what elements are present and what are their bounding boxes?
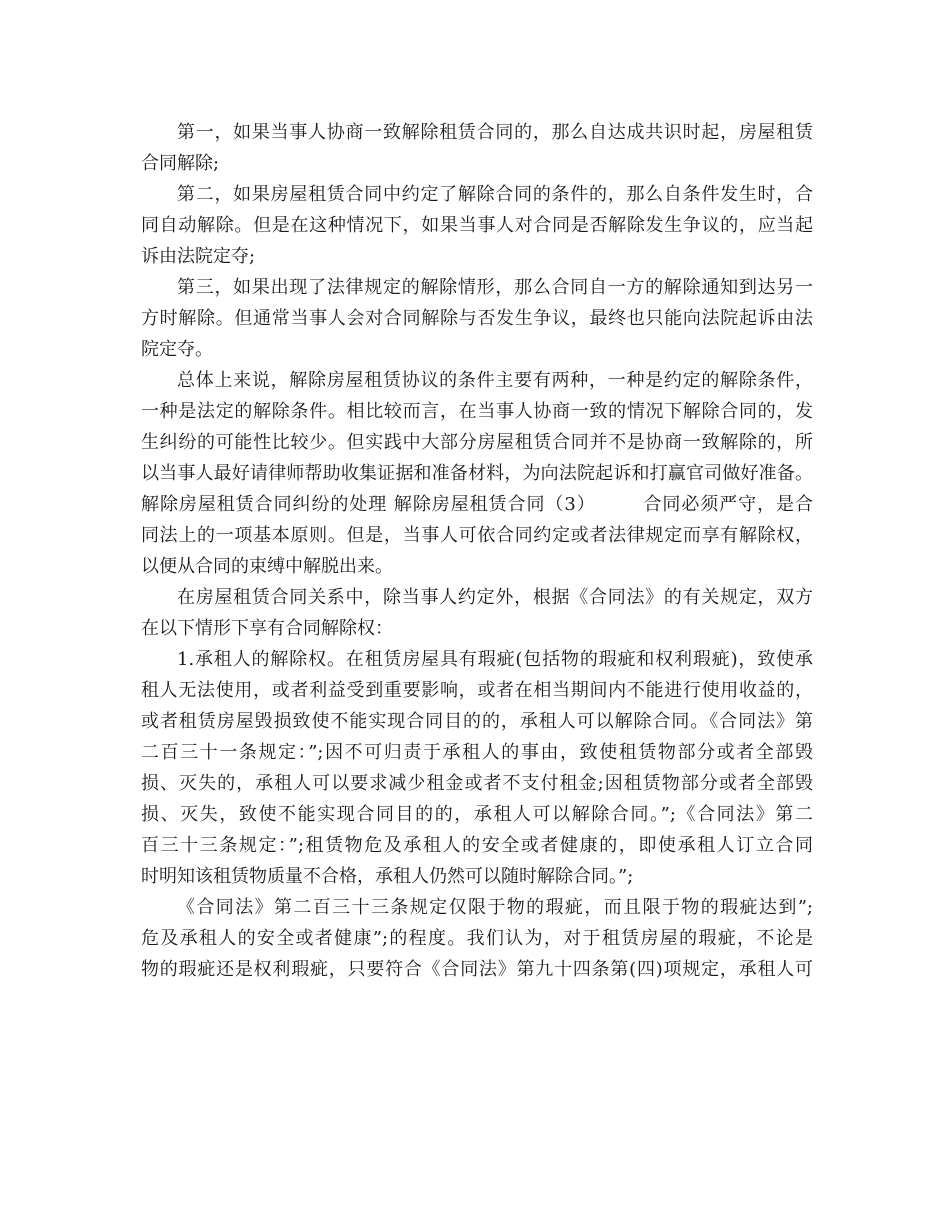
text-line: 同自动解除。但是在这种情况下，如果当事人对合同是否解除发生争议的，应当起 — [141, 215, 813, 236]
text-line: 《合同法》第二百三十三条规定仅限于物的瑕疵，而且限于物的瑕疵达到”; — [177, 897, 813, 918]
text-line: 第二，如果房屋租赁合同中约定了解除合同的条件的，那么自条件发生时，合 — [177, 184, 813, 205]
text-line: 在房屋租赁合同关系中，除当事人约定外，根据《合同法》的有关规定，双方 — [177, 587, 813, 608]
text-line: 一种是法定的解除条件。相比较而言，在当事人协商一致的情况下解除合同的，发 — [141, 401, 813, 422]
text-line: 危及承租人的安全或者健康”;的程度。我们认为，对于租赁房屋的瑕疵，不论是 — [141, 928, 813, 949]
text-line: 损、灭失的，承租人可以要求减少租金或者不支付租金;因租赁物部分或者全部毁 — [141, 773, 813, 794]
text-line: 总体上来说，解除房屋租赁协议的条件主要有两种，一种是约定的解除条件， — [177, 370, 813, 391]
text-line: 生纠纷的可能性比较少。但实践中大部分房屋租赁合同并不是协商一致解除的，所 — [141, 432, 813, 453]
text-line: 二百三十一条规定：”;因不可归责于承租人的事由，致使租赁物部分或者全部毁 — [141, 742, 813, 763]
text-line: 方时解除。但通常当事人会对合同解除与否发生争议，最终也只能向法院起诉由法 — [141, 308, 813, 329]
text-line: 百三十三条规定：”;租赁物危及承租人的安全或者健康的，即使承租人订立合同 — [141, 835, 813, 856]
text-line: 诉由法院定夺; — [141, 246, 256, 267]
text-line: 租人无法使用，或者利益受到重要影响，或者在相当期间内不能进行使用收益的， — [141, 680, 813, 701]
text-line: 损、灭失，致使不能实现合同目的的，承租人可以解除合同。”;《合同法》第二 — [141, 804, 813, 825]
text-line: 第一，如果当事人协商一致解除租赁合同的，那么自达成共识时起，房屋租赁 — [177, 122, 813, 143]
text-line: 在以下情形下享有合同解除权： — [141, 618, 393, 639]
text-line: 或者租赁房屋毁损致使不能实现合同目的的，承租人可以解除合同。《合同法》第 — [141, 711, 813, 732]
text-line: 合同解除; — [141, 153, 220, 174]
text-line: 院定夺。 — [141, 339, 213, 360]
text-line: 以便从合同的束缚中解脱出来。 — [141, 556, 393, 577]
text-line: 第三，如果出现了法律规定的解除情形，那么合同自一方的解除通知到达另一 — [177, 277, 813, 298]
text-line: 同法上的一项基本原则。但是，当事人可依合同约定或者法律规定而享有解除权， — [141, 525, 813, 546]
text-line: 时明知该租赁物质量不合格，承租人仍然可以随时解除合同。”; — [141, 866, 634, 887]
text-line: 以当事人最好请律师帮助收集证据和准备材料，为向法院起诉和打赢官司做好准备。 — [141, 463, 813, 484]
text-line: 解除房屋租赁合同纠纷的处理 解除房屋租赁合同（3） 合同必须严守，是合 — [141, 494, 813, 515]
document-body — [141, 117, 813, 985]
text-line: 物的瑕疵还是权利瑕疵，只要符合《合同法》第九十四条第(四)项规定，承租人可 — [141, 959, 813, 980]
text-line: 1.承租人的解除权。在租赁房屋具有瑕疵(包括物的瑕疵和权利瑕疵)，致使承 — [177, 649, 813, 670]
